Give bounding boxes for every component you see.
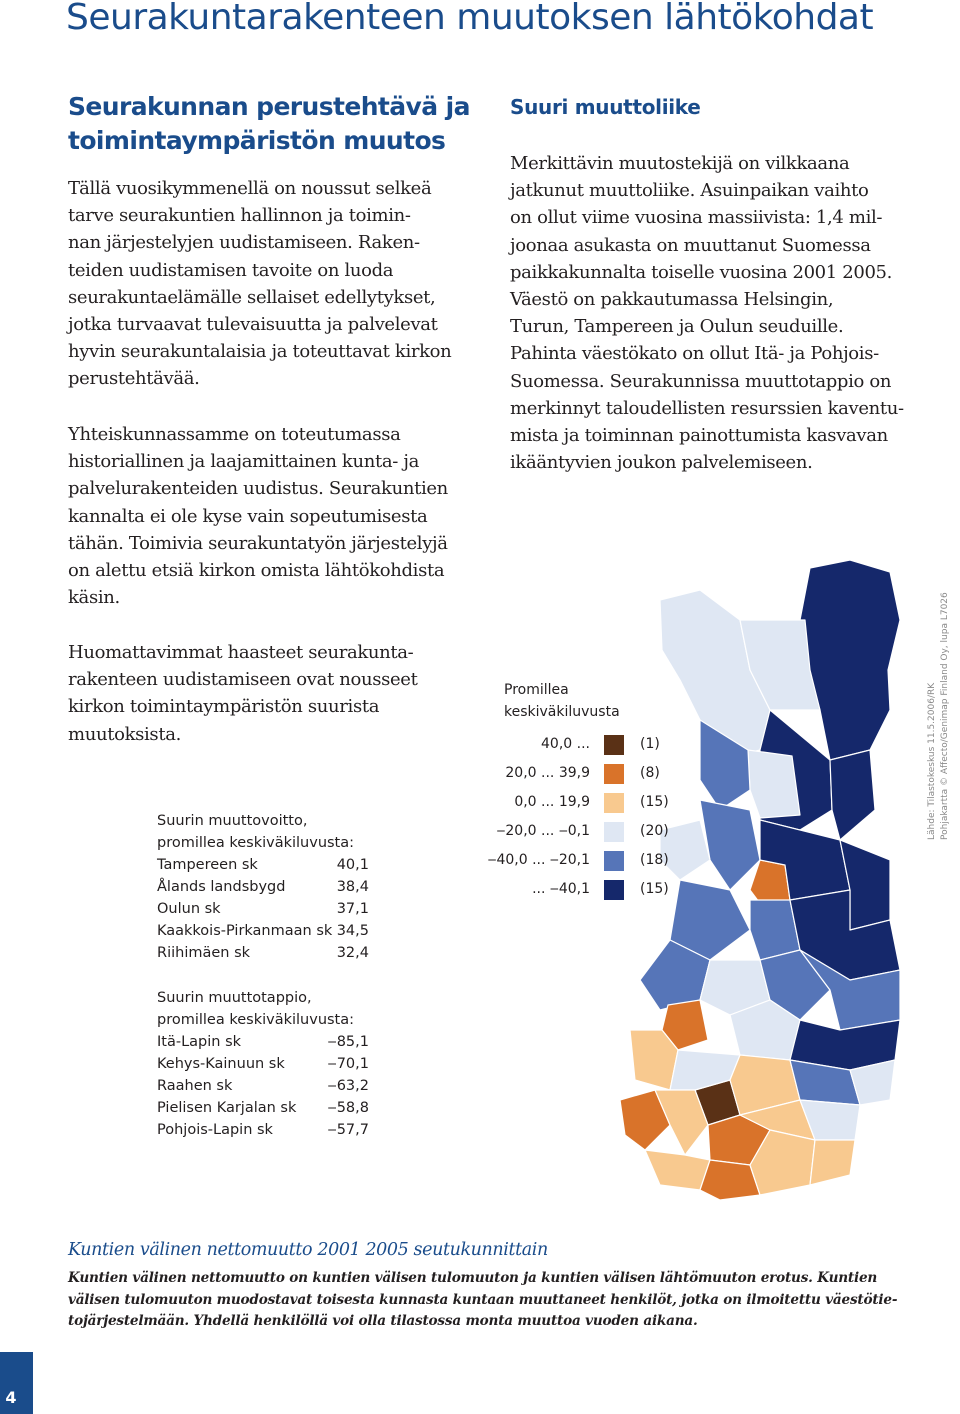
legend-swatch — [604, 764, 624, 784]
map-region — [800, 560, 900, 760]
caption-line: Kuntien välinen nettomuutto on kuntien välisen tulomuuton ja kuntien välisen lähtömuuton erotus. Kuntien — [68, 1270, 878, 1286]
row-value: 34,5 — [336, 923, 369, 939]
section-heading-perustehtava — [68, 90, 488, 158]
table-row — [157, 1053, 369, 1075]
row-name: Tampereen sk — [157, 857, 258, 873]
table-row — [157, 1075, 369, 1097]
row-name: Pielisen Karjalan sk — [157, 1100, 297, 1116]
legend-label: ... ‒40,1 — [532, 881, 590, 897]
caption-line: välisen tulomuuton muodostavat toisesta kunnasta kuntaan muuttaneet henkilöt, jotka on ilmoitettu väestötie- — [68, 1291, 898, 1308]
table-header-line: promillea keskiväkiluvusta: — [157, 835, 355, 851]
text-line: Merkittävin muutostekijä on vilkkaana — [510, 153, 850, 174]
table-header-line: promillea keskiväkiluvusta: — [157, 1012, 355, 1028]
text-line: nan järjestelyjen uudistamiseen. Raken- — [68, 232, 420, 254]
row-value: ‒58,8 — [327, 1100, 369, 1116]
text-line: Turun, Tampereen ja Oulun seuduille. — [510, 316, 844, 338]
loss-table — [157, 987, 369, 1141]
legend-item — [500, 764, 670, 786]
page-number: 4 — [5, 1388, 17, 1407]
text-line: Väestö on pakkautumassa Helsingin, — [510, 289, 834, 311]
legend-title-line: keskiväkiluvusta — [504, 704, 620, 720]
text-line: seurakuntaelämälle sellaiset edellytykset, — [68, 286, 436, 308]
legend-label: 40,0 ... — [541, 736, 590, 752]
text-line: jatkunut muuttoliike. Asuinpaikan vaihto — [510, 180, 869, 202]
text-line: ikääntyvien joukon palvelemiseen. — [510, 452, 813, 474]
legend-swatch — [604, 880, 624, 900]
legend-item — [500, 880, 670, 902]
row-value: 38,4 — [336, 879, 369, 895]
text-line: tähän. Toimivia seurakuntatyön järjestelyjä — [68, 532, 448, 554]
paragraph-muuttoliike — [510, 150, 904, 476]
legend-swatch — [604, 822, 624, 842]
gain-table — [157, 810, 369, 964]
legend-item — [500, 793, 670, 815]
legend-item — [487, 851, 670, 873]
row-value: 37,1 — [336, 901, 369, 917]
legend-label: 0,0 ... 19,9 — [514, 794, 590, 810]
table-row — [157, 942, 369, 964]
legend-label: 20,0 ... 39,9 — [505, 765, 590, 781]
text-line: on ollut viime vuosina massiivista: 1,4 mil- — [510, 207, 883, 229]
text-line: muutoksista. — [68, 723, 181, 745]
row-name: Kaakkois-Pirkanmaan sk — [157, 923, 333, 939]
text-line: Yhteiskunnassamme on toteutumassa — [68, 424, 401, 445]
table-header-line: Suurin muuttotappio, — [157, 990, 312, 1006]
caption-line: tojärjestelmään. Yhdellä henkilöllä voi olla tilastossa monta muuttoa vuoden aikana. — [68, 1313, 698, 1329]
text-line: perustehtävää. — [68, 368, 200, 390]
row-value: ‒63,2 — [327, 1078, 369, 1094]
map-caption-text — [68, 1268, 897, 1333]
page-title: Seurakuntarakenteen muutoksen lähtökohdat — [66, 0, 874, 38]
text-line: merkinnyt taloudellisten resurssien kaventu- — [510, 397, 904, 419]
text-line: palvelurakenteiden uudistus. Seurakuntien — [68, 478, 448, 500]
map-source-note — [926, 592, 952, 840]
text-line: Huomattavimmat haasteet seurakunta- — [68, 642, 414, 663]
legend-item — [496, 822, 670, 844]
row-value: ‒57,7 — [327, 1122, 369, 1138]
legend-count: (15) — [640, 794, 669, 810]
text-line: joonaa asukasta on muuttanut Suomessa — [510, 234, 871, 256]
section-heading-muuttoliike: Suuri muuttoliike — [510, 95, 701, 119]
legend-label: ‒20,0 ... ‒0,1 — [496, 823, 590, 839]
source-line: Lähde: Tilastokeskus 11.5.2006/RK — [927, 682, 937, 840]
table-header-line: Suurin muuttovoitto, — [157, 813, 308, 829]
legend-title-line: Promillea — [504, 682, 569, 698]
row-name: Kehys-Kainuun sk — [157, 1056, 285, 1072]
row-name: Itä-Lapin sk — [157, 1034, 242, 1050]
row-value: ‒70,1 — [327, 1056, 369, 1072]
text-line: hyvin seurakuntalaisia ja toteuttavat kirkon — [68, 341, 452, 363]
row-name: Riihimäen sk — [157, 945, 251, 961]
text-line: mista ja toiminnan painottumista kasvavan — [510, 425, 888, 447]
table-row — [157, 854, 369, 876]
map-region — [810, 1140, 855, 1185]
legend-count: (18) — [640, 852, 669, 868]
table-row — [157, 876, 369, 898]
text-line: jotka turvaavat tulevaisuutta ja palvelevat — [68, 314, 438, 336]
source-line: Pohjakartta © Affecto/Genimap Finland Oy, lupa L7026 — [940, 592, 950, 840]
text-line: paikkakunnalta toiselle vuosina 2001 2005. — [510, 261, 893, 283]
text-line: on alettu etsiä kirkon omista lähtökohdista — [68, 560, 445, 582]
table-row — [157, 1119, 369, 1141]
map-legend-title — [504, 679, 620, 723]
heading-line: Seurakunnan perustehtävä ja — [68, 92, 470, 121]
legend-count: (15) — [640, 881, 669, 897]
row-name: Oulun sk — [157, 901, 221, 917]
text-line: Tällä vuosikymmenellä on noussut selkeä — [68, 178, 432, 199]
legend-swatch — [604, 851, 624, 871]
row-value: 40,1 — [336, 857, 369, 873]
text-line: käsin. — [68, 587, 120, 609]
map-region — [748, 750, 800, 818]
map-caption-title: Kuntien välinen nettomuutto 2001 2005 seutukunnittain — [68, 1240, 548, 1260]
legend-count: (1) — [640, 736, 660, 752]
row-value: ‒85,1 — [327, 1034, 369, 1050]
table-row — [157, 1097, 369, 1119]
legend-swatch — [604, 735, 624, 755]
row-value: 32,4 — [336, 945, 369, 961]
text-line: historiallinen ja laajamittainen kunta- ja — [68, 451, 419, 473]
text-line: Pahinta väestökato on ollut Itä- ja Pohjois- — [510, 343, 879, 365]
paragraph-3 — [68, 639, 417, 748]
legend-swatch — [604, 793, 624, 813]
row-name: Ålands landsbygd — [157, 879, 286, 895]
paragraph-1 — [68, 175, 451, 393]
text-line: kirkon toimintaympäristön suurista — [68, 696, 380, 718]
row-name: Pohjois-Lapin sk — [157, 1122, 273, 1138]
row-name: Raahen sk — [157, 1078, 233, 1094]
paragraph-2 — [68, 421, 448, 611]
legend-count: (8) — [640, 765, 660, 781]
legend-label: ‒40,0 ... ‒20,1 — [487, 852, 590, 868]
legend-item — [500, 735, 670, 757]
text-line: kannalta ei ole kyse vain sopeutumisesta — [68, 505, 428, 527]
map-region — [645, 1150, 710, 1190]
table-row — [157, 1031, 369, 1053]
table-row — [157, 920, 369, 942]
map-region — [830, 750, 875, 840]
table-row — [157, 898, 369, 920]
heading-line: toimintaympäristön muutos — [68, 126, 446, 155]
text-line: teiden uudistamisen tavoite on luoda — [68, 259, 394, 281]
text-line: tarve seurakuntien hallinnon ja toimin- — [68, 205, 411, 227]
text-line: rakenteen uudistamiseen ovat nousseet — [68, 669, 418, 691]
text-line: Suomessa. Seurakunnissa muuttotappio on — [510, 370, 892, 392]
legend-count: (20) — [640, 823, 669, 839]
map-region — [700, 800, 760, 890]
